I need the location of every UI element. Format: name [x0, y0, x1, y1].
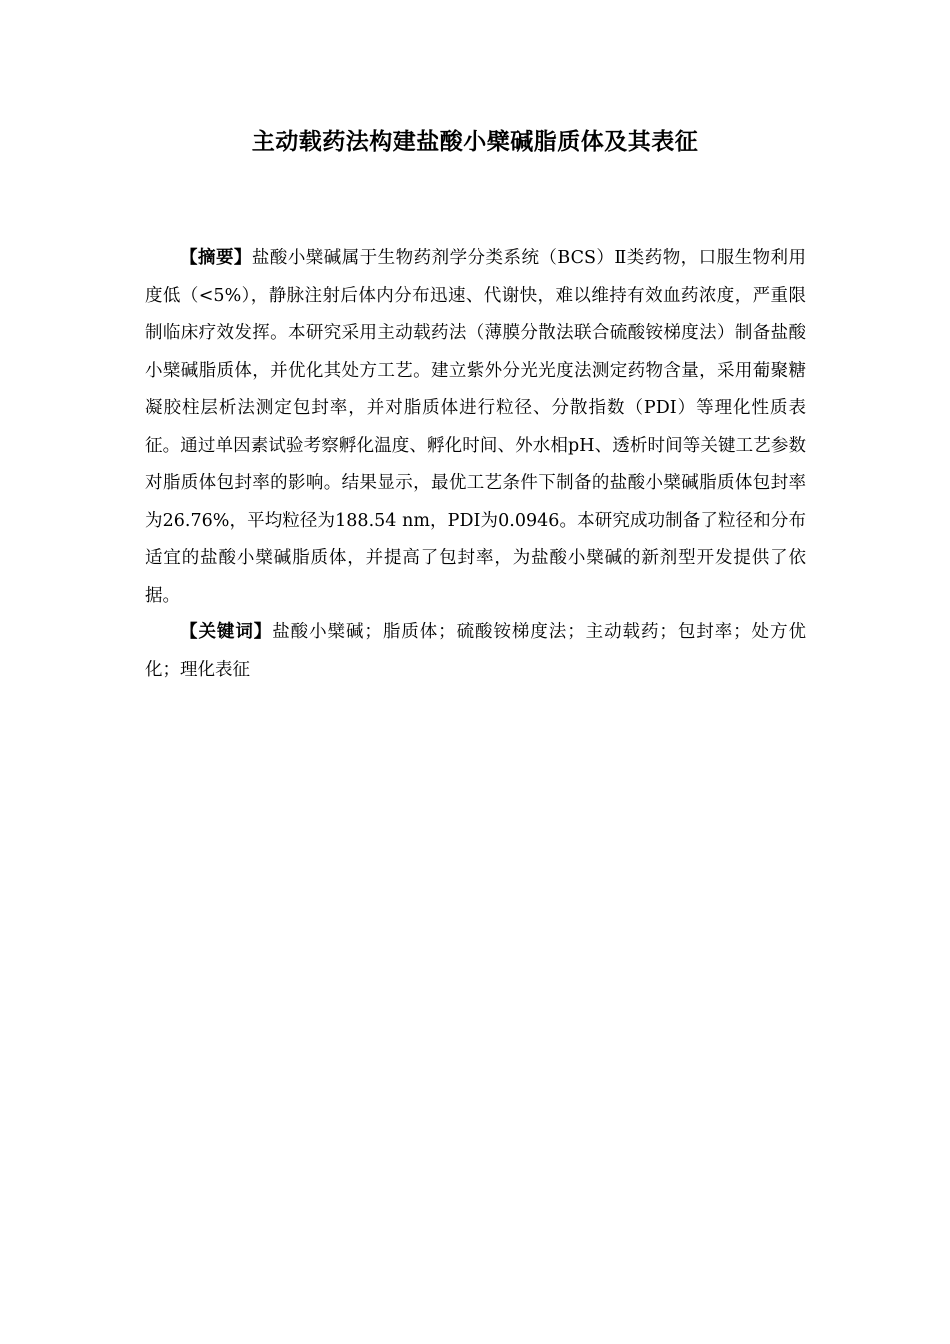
abstract-paragraph: [145, 240, 806, 615]
paper-title: 主动载药法构建盐酸小檗碱脂质体及其表征: [251, 129, 699, 155]
keywords-paragraph: [145, 614, 806, 689]
abstract-text: 盐酸小檗碱属于生物药剂学分类系统（BCS）Ⅱ类药物，口服生物利用度低（<5%），静脉注射后体内分布迅速、代谢快，难以维持有效血药浓度，严重限制临床疗效发挥。本研究采用主动载药法（薄膜分散法联合硫酸铵梯度法）制备盐酸小檗碱脂质体，并优化其处方工艺。建立紫外分光光度法测定药物含量，采用葡聚糖凝胶柱层析法测定包封率，并对脂质体进行粒径、分散指数（PDI）等理化性质表征。通过单因素试验考察孵化温度、孵化时间、外水相pH、透析时间等关键工艺参数对脂质体包封率的影响。结果显示，最优工艺条件下制备的盐酸小檗碱脂质体包封率为26.76%，平均粒径为188.54 nm，PDI为0.0946。本研究成功制备了粒径和分布适宜的盐酸小檗碱脂质体，并提高了包封率，为盐酸小檗碱的新剂型开发提供了依据。: [145, 248, 806, 606]
abstract-label: 【摘要】: [180, 248, 252, 268]
keywords-text: 盐酸小檗碱；脂质体；硫酸铵梯度法；主动载药；包封率；处方优化；理化表征: [145, 622, 807, 680]
keywords-label: 【关键词】: [180, 622, 273, 642]
